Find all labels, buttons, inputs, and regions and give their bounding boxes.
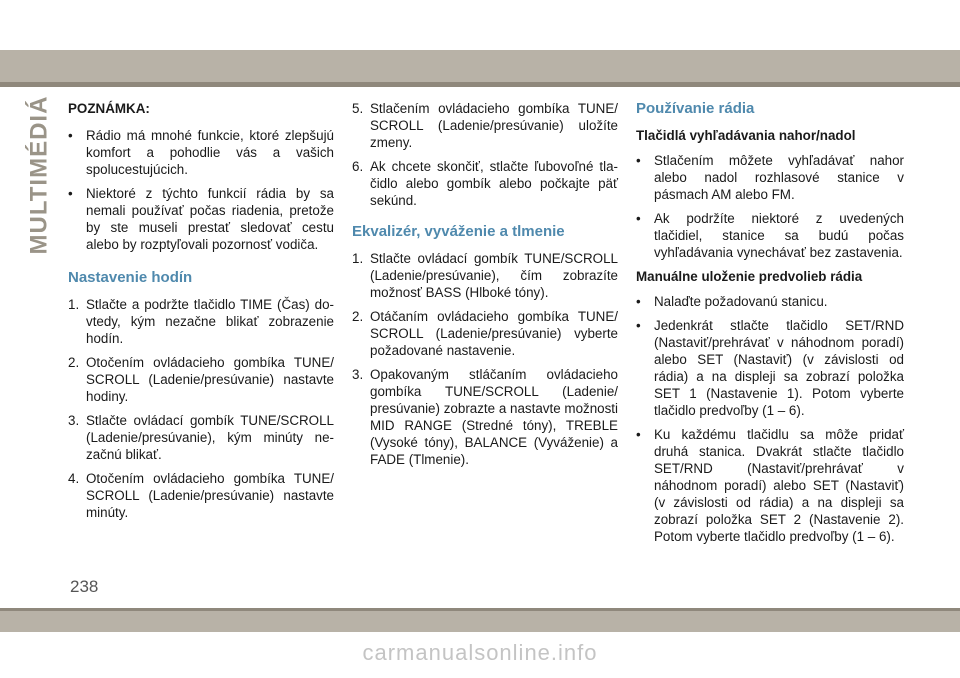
step-item: 1. Stlačte ovládací gombík TUNE/SCROLL (Ladenie/presúvanie), čím zobrazíte možnosť BASS (Hlboké tóny).	[352, 251, 618, 300]
section-title-equalizer: Ekvalizér, vyváženie a tlmenie	[352, 223, 565, 240]
bullet-item: • Ku každému tlačidlu sa môže pridať druhá stanica. Dvakrát stlačte tlačidlo SET/RND (Nastaviť/prehrávať v náhodnom poradí) alebo SET (Nastaviť) (v závislosti od rádia) a na displeji sa zobrazí položka SET 2 (Nastavenie 2). Potom vyberte tlačidlo predvoľby (1 – 6).	[636, 427, 904, 544]
subhead-seek: Tlačidlá vyhľadávania nahor/nadol	[636, 128, 856, 143]
column-middle	[352, 100, 618, 475]
column-right	[636, 100, 904, 552]
bullet-item: • Stlačením môžete vyhľadávať nahor alebo nadol rozhlasové stanice v pásmach AM alebo FM.	[636, 153, 904, 202]
step-item: 6. Ak chcete skončiť, stlačte ľubovoľné tlačidlo alebo gombík alebo počkajte päť sekúnd.	[352, 159, 618, 208]
header-band	[0, 50, 960, 83]
bullet-item: • Ak podržíte niektoré z uvedených tlačidiel, stanice sa budú počas vyhľadávania vynechávať bez zastavenia.	[636, 211, 904, 260]
step-item: 5. Stlačením ovládacieho gombíka TUNE/ SCROLL (Ladenie/presúvanie) uložíte zmeny.	[352, 101, 618, 150]
step-item: 2. Otočením ovládacieho gombíka TUNE/ SCROLL (Ladenie/presúvanie) nastavte hodiny.	[68, 355, 334, 404]
bullet-item: • Jedenkrát stlačte tlačidlo SET/RND (Nastaviť/prehrávať v náhodnom poradí) alebo SET (Nastaviť) (v závislosti od rádia) a na displeji sa zobrazí položka SET 1 (Nastavenie 1). Potom vyberte tlačidlo predvoľby (1 – 6).	[636, 318, 904, 418]
step-item: 4. Otočením ovládacieho gombíka TUNE/ SCROLL (Ladenie/presúvanie) nastavte minúty.	[68, 471, 334, 520]
watermark: carmanualsonline.info	[362, 640, 598, 665]
step-item: 3. Stlačte ovládací gombík TUNE/SCROLL (Ladenie/presúvanie), kým minúty nezačnú blikať.	[68, 413, 334, 462]
bullet: •	[68, 128, 73, 143]
chapter-tab	[22, 95, 56, 255]
chapter-label: MULTIMÉDIÁ	[25, 95, 52, 255]
note-title: POZNÁMKA:	[68, 101, 150, 116]
bullet: •	[68, 186, 73, 201]
bullet-item: • Nalaďte požadovanú stanicu.	[636, 294, 828, 309]
step-item: 1. Stlačte a podržte tlačidlo TIME (Čas) dovtedy, kým nezačne blikať zobrazenie hodín.	[68, 297, 334, 346]
bullet: •	[636, 294, 641, 309]
bullet: •	[636, 153, 641, 168]
bullet: •	[636, 318, 641, 333]
note-item: • Niektoré z týchto funkcií rádia by sa nemali používať počas riadenia, pretože by ste museli prestať sledovať cestu alebo by rozptyľovali pozornosť vodiča.	[68, 186, 334, 252]
step-item: 2. Otáčaním ovládacieho gombíka TUNE/ SCROLL (Ladenie/presúvanie) vyberte požadované nastavenie.	[352, 309, 618, 358]
section-title-radio: Používanie rádia	[636, 100, 755, 117]
footer-band	[0, 611, 960, 632]
subhead-presets: Manuálne uloženie predvolieb rádia	[636, 269, 863, 284]
step-item: 3. Opakovaným stláčaním ovládacieho gombíka TUNE/SCROLL (Ladenie/ presúvanie) zobrazte a nastavte možnosti MID RANGE (Stredné tóny), TREBLE (Vysoké tóny), BALANCE (Vyváženie) a FADE (Tlmenie).	[352, 367, 618, 467]
page-number: 238	[70, 577, 99, 596]
bullet: •	[636, 427, 641, 442]
section-title-clock: Nastavenie hodín	[68, 269, 193, 286]
header-rule	[0, 82, 960, 87]
column-left	[68, 100, 334, 528]
bullet: •	[636, 211, 641, 226]
note-item: • Rádio má mnohé funkcie, ktoré zlepšujú komfort a pohodlie vás a vašich spolucestujúcich.	[68, 128, 334, 177]
